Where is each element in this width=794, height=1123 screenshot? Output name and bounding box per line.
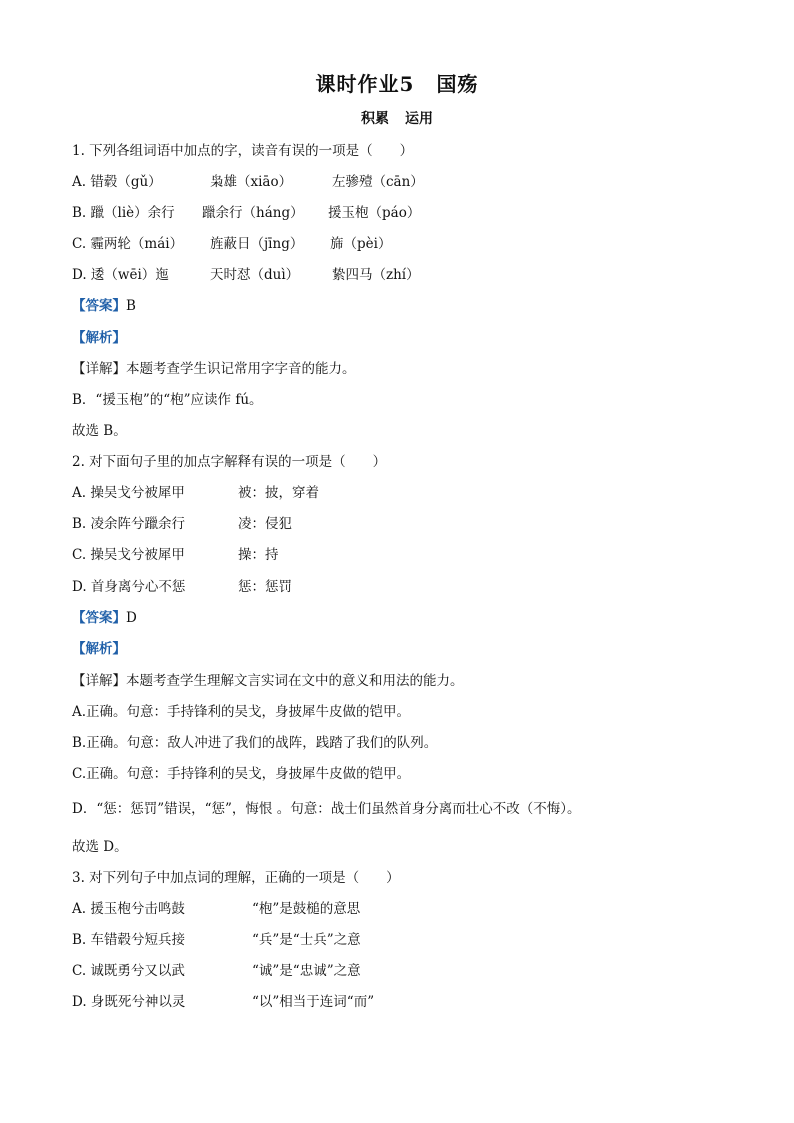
- option-text: A. 错毂（gǔ）: [72, 174, 162, 190]
- option-text: 左骖殪（cān）: [332, 174, 424, 190]
- option-text: D. 首身离兮心不惩: [72, 579, 186, 595]
- question-2-explanation-a: A.正确。句意：手持锋利的吴戈，身披犀牛皮做的铠甲。: [72, 704, 411, 720]
- option-text: 枭雄（xiāo）: [210, 174, 293, 190]
- option-text: A. 操吴戈兮被犀甲: [72, 485, 185, 501]
- option-text: 援玉枹（páo）: [328, 205, 421, 221]
- question-1-option-d: [72, 266, 452, 284]
- question-3-option-a: [72, 900, 412, 918]
- option-text: 操：持: [238, 547, 279, 563]
- section-heading: [0, 108, 794, 128]
- answer-value: D: [126, 610, 137, 626]
- question-1-option-c: [72, 235, 452, 253]
- detail-text: 本题考查学生理解文言实词在文中的意义和用法的能力。: [126, 673, 464, 689]
- question-2-conclusion: 故选 D。: [72, 839, 128, 855]
- answer-tag: 【答案】: [72, 298, 126, 314]
- option-text: “诚”是“忠诚”之意: [252, 963, 361, 979]
- question-1-explanation: B．“援玉枹”的“枹”应读作 fú。: [72, 392, 263, 408]
- question-2-analysis-heading: [72, 640, 126, 658]
- analysis-tag: 【解析】: [72, 641, 126, 657]
- detail-tag: 【详解】: [72, 673, 126, 689]
- question-3-option-c: [72, 962, 412, 980]
- detail-tag: 【详解】: [72, 361, 126, 377]
- title-main: 课时作业5: [315, 72, 415, 96]
- question-2-explanation-b: B.正确。句意：敌人冲进了我们的战阵，践踏了我们的队列。: [72, 735, 438, 751]
- option-text: A. 援玉枹兮击鸣鼓: [72, 901, 185, 917]
- option-text: B. 凌余阵兮躐余行: [72, 516, 186, 532]
- question-2-stem: 2. 对下面句子里的加点字解释有误的一项是（ ）: [72, 454, 387, 470]
- option-text: “以”相当于连词“而”: [252, 994, 375, 1010]
- section-heading-part2: 运用: [405, 111, 433, 127]
- option-text: “兵”是“士兵”之意: [252, 932, 361, 948]
- option-text: 躐余行（háng）: [202, 205, 304, 221]
- option-text: 被：披，穿着: [238, 485, 319, 501]
- option-text: C. 诚既勇兮又以武: [72, 963, 185, 979]
- question-3-stem: 3. 对下列句子中加点词的理解，正确的一项是（ ）: [72, 870, 400, 886]
- question-2-option-c: [72, 546, 372, 564]
- option-text: C. 操吴戈兮被犀甲: [72, 547, 185, 563]
- option-text: D. 逶（wēi）迤: [72, 267, 169, 283]
- question-1-detail: [72, 360, 356, 378]
- answer-tag: 【答案】: [72, 610, 126, 626]
- question-2-detail: [72, 672, 464, 690]
- question-3-option-b: [72, 931, 412, 949]
- option-text: D. 身既死兮神以灵: [72, 994, 186, 1010]
- title-topic: 国殇: [436, 72, 479, 96]
- option-text: 旆（pèi）: [330, 236, 392, 252]
- option-text: 凌：侵犯: [238, 516, 292, 532]
- question-1-option-a: [72, 173, 452, 191]
- analysis-tag: 【解析】: [72, 330, 126, 346]
- question-2-option-d: [72, 578, 372, 596]
- question-3-option-d: [72, 993, 412, 1011]
- answer-value: B: [126, 298, 136, 314]
- question-2-option-a: [72, 484, 372, 502]
- question-2-answer: [72, 609, 137, 627]
- option-text: 絷四马（zhí）: [332, 267, 420, 283]
- option-text: 天时怼（duì）: [210, 267, 300, 283]
- option-text: 旌蔽日（jīng）: [210, 236, 304, 252]
- question-1-stem: 1. 下列各组词语中加点的字，读音有误的一项是（ ）: [72, 143, 414, 159]
- option-text: B. 躐（liè）余行: [72, 205, 175, 221]
- question-2-explanation-d: D．“惩：惩罚”错误，“惩”，悔恨 。句意：战士们虽然首身分离而壮心不改（不悔）。: [72, 801, 581, 817]
- option-text: B. 车错毂兮短兵接: [72, 932, 186, 948]
- option-text: C. 霾两轮（mái）: [72, 236, 184, 252]
- question-1-conclusion: 故选 B。: [72, 423, 127, 439]
- question-1-answer: [72, 297, 136, 315]
- option-text: “枹”是鼓槌的意思: [252, 901, 361, 917]
- section-heading-part1: 积累: [361, 111, 389, 127]
- question-1-analysis-heading: [72, 329, 126, 347]
- option-text: 惩：惩罚: [238, 579, 292, 595]
- page-title: [0, 68, 794, 97]
- question-2-explanation-c: C.正确。句意：手持锋利的吴戈，身披犀牛皮做的铠甲。: [72, 766, 411, 782]
- detail-text: 本题考查学生识记常用字字音的能力。: [126, 361, 356, 377]
- question-2-option-b: [72, 515, 372, 533]
- question-1-option-b: [72, 204, 452, 222]
